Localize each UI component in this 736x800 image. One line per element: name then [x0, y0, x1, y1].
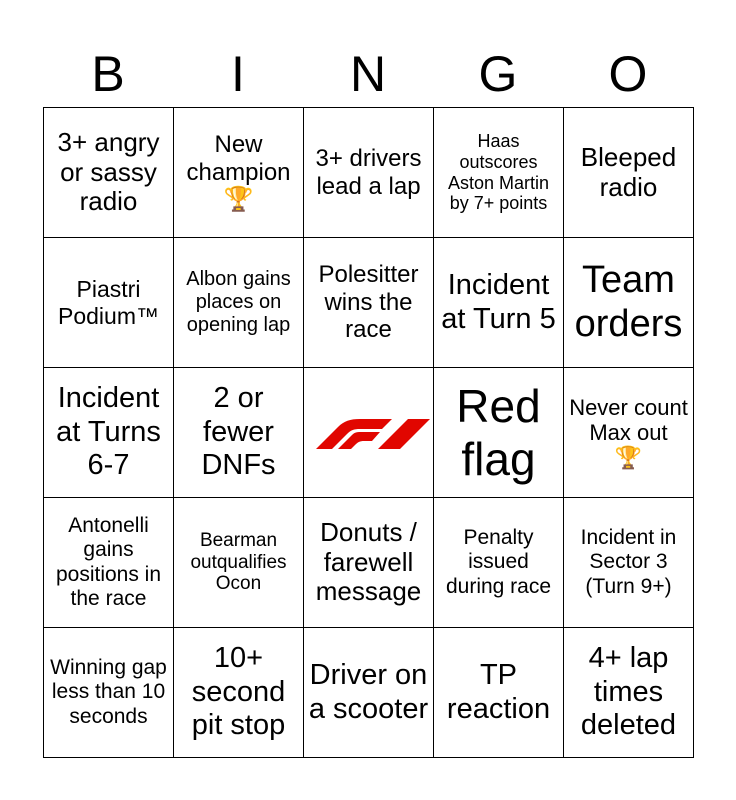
bingo-row [44, 108, 694, 238]
bingo-cell[interactable]: Antonelli gains positions in the race [44, 498, 174, 628]
header-letter-i: I [231, 46, 245, 102]
bingo-cell[interactable]: Incident at Turn 5 [434, 238, 564, 368]
bingo-cell[interactable]: 10+ second pit stop [174, 628, 304, 758]
trophy-icon: 🏆 [614, 445, 643, 471]
trophy-icon: 🏆 [223, 186, 254, 214]
bingo-cell[interactable]: New champion 🏆 [174, 108, 304, 238]
bingo-cell[interactable]: Polesitter wins the race [304, 238, 434, 368]
bingo-cell[interactable]: Haas outscores Aston Martin by 7+ points [434, 108, 564, 238]
bingo-cell[interactable]: 2 or fewer DNFs [174, 368, 304, 498]
free-cell[interactable] [304, 368, 434, 498]
bingo-cell[interactable]: Penalty issued during race [434, 498, 564, 628]
bingo-cell[interactable]: Piastri Podium™ [44, 238, 174, 368]
header-letter-n: N [349, 46, 387, 102]
bingo-row [44, 238, 694, 368]
bingo-cell[interactable]: Winning gap less than 10 seconds [44, 628, 174, 758]
bingo-cell[interactable]: 4+ lap times deleted [564, 628, 694, 758]
header-letter-g: G [478, 46, 518, 102]
bingo-cell[interactable]: Incident at Turns 6-7 [44, 368, 174, 498]
bingo-row [44, 628, 694, 758]
bingo-cell[interactable]: Albon gains places on opening lap [174, 238, 304, 368]
bingo-cell[interactable]: Red flag [434, 368, 564, 498]
bingo-card-grid [43, 107, 694, 758]
bingo-row [44, 368, 694, 498]
bingo-cell[interactable]: Donuts / farewell message [304, 498, 434, 628]
bingo-cell[interactable]: TP reaction [434, 628, 564, 758]
f1-logo-icon [308, 417, 432, 449]
bingo-cell[interactable]: Incident in Sector 3 (Turn 9+) [564, 498, 694, 628]
bingo-row [44, 498, 694, 628]
bingo-cell[interactable]: Bearman outqualifies Ocon [174, 498, 304, 628]
bingo-cell[interactable]: Never count Max out 🏆 [564, 368, 694, 498]
bingo-cell[interactable]: 3+ angry or sassy radio [44, 108, 174, 238]
bingo-cell[interactable]: Driver on a scooter [304, 628, 434, 758]
bingo-cell[interactable]: Team orders [564, 238, 694, 368]
bingo-cell[interactable]: Bleeped radio [564, 108, 694, 238]
bingo-cell[interactable]: 3+ drivers lead a lap [304, 108, 434, 238]
header-letter-o: O [608, 46, 648, 102]
header-letter-b: B [91, 46, 125, 102]
bingo-header [43, 44, 693, 104]
